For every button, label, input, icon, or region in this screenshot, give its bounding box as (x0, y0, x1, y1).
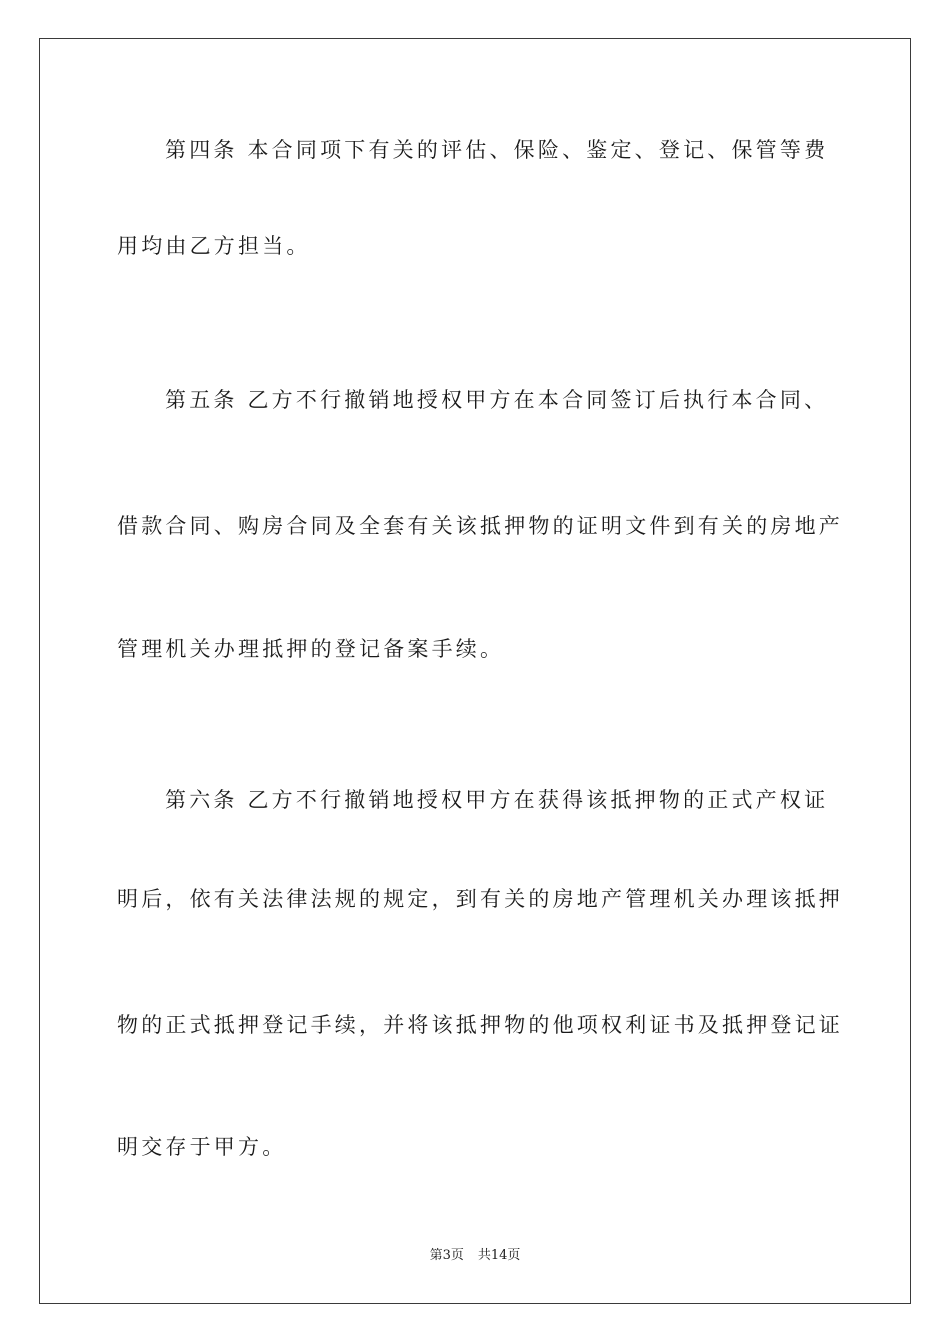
article-6-line-3: 物的正式抵押登记手续，并将该抵押物的他项权利证书及抵押登记证 (117, 1013, 843, 1037)
page-border (39, 38, 911, 1304)
page-total: 共14页 (477, 1248, 521, 1263)
article-5-line-3: 管理机关办理抵押的登记备案手续。 (117, 637, 505, 661)
article-6-line-4: 明交存于甲方。 (117, 1135, 287, 1159)
article-4-line-1: 第四条 本合同项下有关的评估、保险、鉴定、登记、保管等费 (165, 138, 829, 162)
article-6-line-1: 第六条 乙方不行撤销地授权甲方在获得该抵押物的正式产权证 (165, 788, 829, 812)
article-5-line-1: 第五条 乙方不行撤销地授权甲方在本合同签订后执行本合同、 (165, 388, 829, 412)
article-5-line-2: 借款合同、购房合同及全套有关该抵押物的证明文件到有关的房地产 (117, 514, 843, 538)
page-number: 第3页 (429, 1248, 464, 1263)
article-4-line-2: 用均由乙方担当。 (117, 234, 311, 258)
article-6-line-2: 明后，依有关法律法规的规定，到有关的房地产管理机关办理该抵押 (117, 887, 843, 911)
page-footer (0, 1247, 950, 1265)
